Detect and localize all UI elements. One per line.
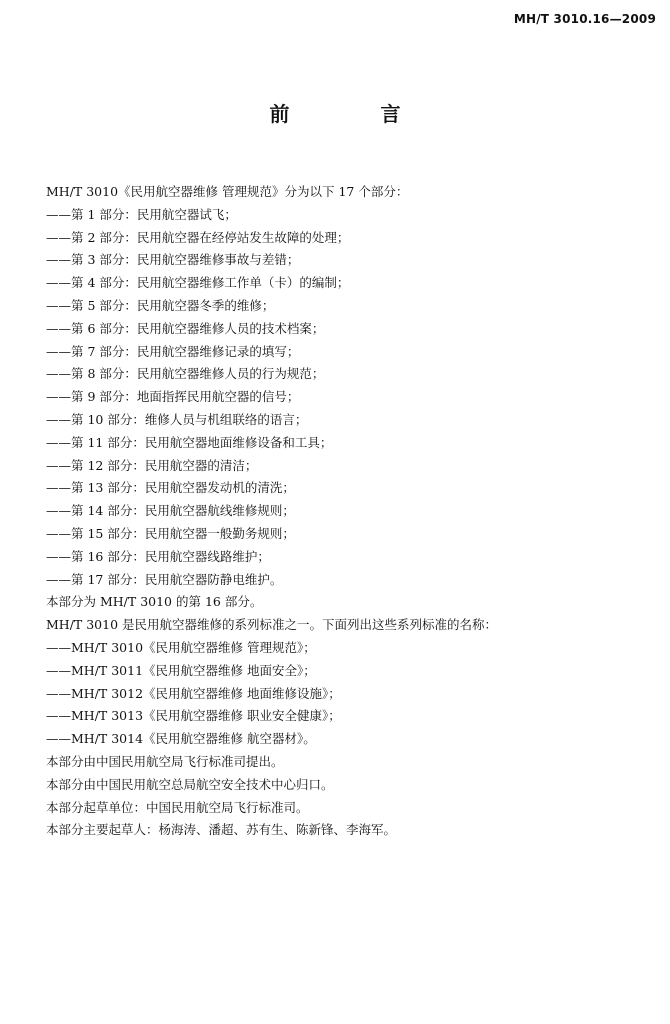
part-item-8: ——第 8 部分：民用航空器维修人员的行为规范； [46,366,325,382]
part-item-17: ——第 17 部分：民用航空器防静电维护。 [46,571,283,587]
part-item-7: ——第 7 部分：民用航空器维修记录的填写； [46,343,300,359]
part-item-12: ——第 12 部分：民用航空器的清洁； [46,457,258,473]
part-statement: 本部分为 MH/T 3010 的第 16 部分。 [46,594,263,610]
part-item-2: ——第 2 部分：民用航空器在经停站发生故障的处理； [46,229,350,245]
series-item-3012: ——MH/T 3012《民用航空器维修 地面维修设施》； [46,685,341,701]
foreword-body [46,181,656,842]
part-item-11: ——第 11 部分：民用航空器地面维修设备和工具； [46,434,333,450]
parts-intro: MH/T 3010《民用航空器维修 管理规范》分为以下 17 个部分： [46,184,409,199]
series-item-3011: ——MH/T 3011《民用航空器维修 地面安全》； [46,662,316,678]
drafters: 本部分主要起草人：杨海涛、潘超、苏有生、陈新锋、李海军。 [46,822,397,838]
proposed-by: 本部分由中国民用航空局飞行标准司提出。 [46,753,284,769]
standard-code-header: MH/T 3010.16—2009 [513,12,656,26]
series-item-3014: ——MH/T 3014《民用航空器维修 航空器材》。 [46,731,316,747]
part-item-6: ——第 6 部分：民用航空器维修人员的技术档案； [46,320,325,336]
part-item-1: ——第 1 部分：民用航空器试飞； [46,206,237,222]
part-item-10: ——第 10 部分：维修人员与机组联络的语言； [46,411,308,427]
part-item-14: ——第 14 部分：民用航空器航线维修规则； [46,503,295,519]
part-item-13: ——第 13 部分：民用航空器发动机的清洗； [46,480,295,496]
part-item-15: ——第 15 部分：民用航空器一般勤务规则； [46,525,295,541]
part-item-9: ——第 9 部分：地面指挥民用航空器的信号； [46,389,300,405]
part-item-16: ——第 16 部分：民用航空器线路维护； [46,548,270,564]
series-item-3013: ——MH/T 3013《民用航空器维修 职业安全健康》； [46,708,341,724]
managed-by: 本部分由中国民用航空总局航空安全技术中心归口。 [46,776,334,792]
series-intro: MH/T 3010 是民用航空器维修的系列标准之一。下面列出这些系列标准的名称： [46,617,498,633]
part-item-3: ——第 3 部分：民用航空器维修事故与差错； [46,252,300,268]
part-item-4: ——第 4 部分：民用航空器维修工作单（卡）的编制； [46,275,350,291]
page-title: 前 言 [269,102,443,126]
drafting-unit: 本部分起草单位：中国民用航空局飞行标准司。 [46,799,309,815]
part-item-5: ——第 5 部分：民用航空器冬季的维修； [46,297,275,313]
series-item-3010: ——MH/T 3010《民用航空器维修 管理规范》； [46,639,316,655]
